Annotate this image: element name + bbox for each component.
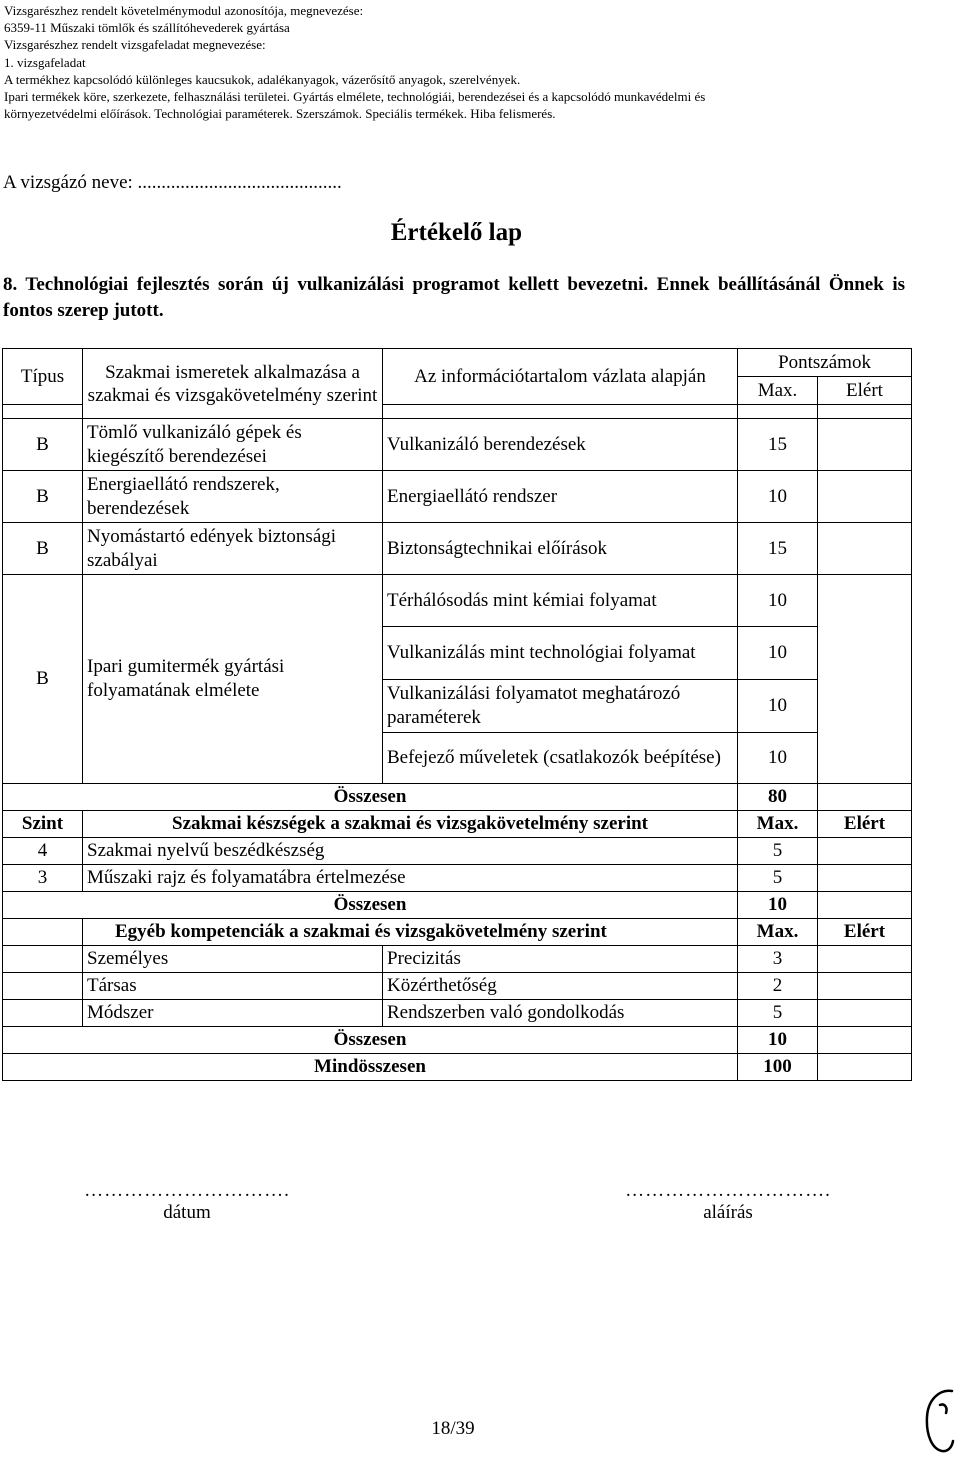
header-max: Max.	[738, 377, 818, 405]
competency-max: 2	[738, 973, 818, 1000]
row-type: B	[3, 471, 83, 523]
competency-elert	[818, 946, 912, 973]
row-info: Biztonságtechnikai előírások	[383, 523, 738, 575]
skill-label: Szakmai nyelvű beszédkészség	[83, 838, 738, 865]
skill-elert	[818, 865, 912, 892]
table-row	[3, 946, 912, 973]
competency-max: 3	[738, 946, 818, 973]
signature-dotted-line: ………………………….	[625, 1180, 831, 1201]
total-value: 80	[738, 784, 818, 811]
skill-max: 5	[738, 838, 818, 865]
header-info: Az információtartalom vázlata alapján	[383, 349, 738, 405]
handwritten-initial-mark	[922, 1385, 958, 1457]
signature-block	[603, 1180, 853, 1224]
row-max: 15	[738, 523, 818, 575]
signature-label: aláírás	[703, 1202, 753, 1223]
header-elert: Elért	[818, 377, 912, 405]
page-title	[0, 219, 908, 247]
candidate-name-field: A vizsgázó neve: ...........................................	[3, 172, 342, 193]
grand-total-elert	[818, 1054, 912, 1081]
date-label: dátum	[163, 1202, 211, 1223]
header-line: A termékhez kapcsolódó különleges kaucsukok, adalékanyagok, vázerősítő anyagok, szerelvények.	[4, 71, 521, 87]
total-row	[3, 892, 912, 919]
table-row	[3, 1000, 912, 1027]
competency-header-max: Max.	[738, 919, 818, 946]
table-row	[3, 471, 912, 523]
grand-total-row	[3, 1054, 912, 1081]
page-title-text: Értékelő lap	[390, 219, 522, 246]
header-line: Vizsgarészhez rendelt követelménymodul azonosítója, megnevezése:	[4, 3, 364, 18]
row-info: Energiaellátó rendszer	[383, 471, 738, 523]
row-info: Vulkanizálás mint technológiai folyamat	[383, 627, 738, 680]
total-label: Összesen	[3, 1027, 738, 1054]
header-line: Vizsgarészhez rendelt vizsgafeladat megnevezése:	[4, 37, 266, 53]
skills-header-szint: Szint	[3, 811, 83, 838]
total-value: 10	[738, 892, 818, 919]
row-info: Befejező műveletek (csatlakozók beépítése)	[383, 733, 738, 784]
row-max: 10	[738, 680, 818, 733]
row-max: 10	[738, 471, 818, 523]
row-type: B	[3, 523, 83, 575]
row-elert	[818, 575, 912, 784]
table-row	[3, 523, 912, 575]
header-line: 1. vizsgafeladat	[4, 54, 86, 70]
competency-header-elert: Elért	[818, 919, 912, 946]
skill-level: 4	[3, 838, 83, 865]
skills-header-label: Szakmai készségek a szakmai és vizsgakövetelmény szerint	[83, 811, 738, 838]
row-type: B	[3, 575, 83, 784]
skill-label: Műszaki rajz és folyamatábra értelmezése	[83, 865, 738, 892]
skill-max: 5	[738, 865, 818, 892]
header-tipus: Típus	[3, 349, 83, 405]
total-elert	[818, 1027, 912, 1054]
skills-header-max: Max.	[738, 811, 818, 838]
header-line: 6359-11 Műszaki tömlők és szállítóhevederek gyártása	[4, 20, 290, 36]
competency-max: 5	[738, 1000, 818, 1027]
header-line: Ipari termékek köre, szerkezete, felhasználási területei. Gyártás elmélete, technológiái, berendezései és a kapcsolódó munkavédelmi és	[4, 89, 706, 105]
competency-elert	[818, 1000, 912, 1027]
evaluation-table	[2, 348, 912, 1081]
table-row	[3, 419, 912, 471]
competency-category: Módszer	[83, 1000, 383, 1027]
skills-header-elert: Elért	[818, 811, 912, 838]
spacer-cell	[738, 405, 818, 419]
grand-total-value: 100	[738, 1054, 818, 1081]
row-topic: Nyomástartó edények biztonsági szabályai	[83, 523, 383, 575]
header-pontszamok: Pontszámok	[738, 349, 912, 377]
skill-level: 3	[3, 865, 83, 892]
row-topic: Tömlő vulkanizáló gépek és kiegészítő berendezései	[83, 419, 383, 471]
total-elert	[818, 892, 912, 919]
date-signature-block	[62, 1180, 312, 1224]
spacer-cell	[3, 405, 83, 419]
grand-total-label: Mindösszesen	[3, 1054, 738, 1081]
row-info: Térhálósodás mint kémiai folyamat	[383, 575, 738, 627]
skill-elert	[818, 838, 912, 865]
total-row	[3, 1027, 912, 1054]
row-topic: Ipari gumitermék gyártási folyamatának elmélete	[83, 575, 383, 784]
competency-header-row	[3, 919, 912, 946]
total-row	[3, 784, 912, 811]
row-max: 15	[738, 419, 818, 471]
competency-blank	[3, 1000, 83, 1027]
spacer-cell	[383, 405, 738, 419]
table-header-row	[3, 349, 912, 377]
header-line: környezetvédelmi előírások. Technológiai paraméterek. Szerszámok. Speciális termékek. Hiba felismerés.	[4, 106, 556, 122]
competency-name: Közérthetőség	[383, 973, 738, 1000]
competency-category: Személyes	[83, 946, 383, 973]
row-info: Vulkanizálási folyamatot meghatározó paraméterek	[383, 680, 738, 733]
table-row	[3, 575, 912, 627]
row-elert	[818, 419, 912, 471]
document-header	[4, 2, 954, 122]
competency-header-label: Egyéb kompetenciák a szakmai és vizsgakövetelmény szerint	[83, 919, 738, 946]
table-row	[3, 838, 912, 865]
row-max: 10	[738, 627, 818, 680]
header-szakmai: Szakmai ismeretek alkalmazása a szakmai és vizsgakövetelmény szerint	[83, 349, 383, 419]
competency-name: Rendszerben való gondolkodás	[383, 1000, 738, 1027]
competency-header-blank	[3, 919, 83, 946]
competency-blank	[3, 973, 83, 1000]
competency-elert	[818, 973, 912, 1000]
task-description: 8. Technológiai fejlesztés során új vulkanizálási programot kellett bevezetni. Ennek beállításánál Önnek is fontos szerep jutott.	[3, 274, 905, 321]
competency-category: Társas	[83, 973, 383, 1000]
total-label: Összesen	[3, 784, 738, 811]
row-elert	[818, 471, 912, 523]
page-number: 18/39	[431, 1418, 475, 1439]
total-elert	[818, 784, 912, 811]
date-dotted-line: ………………………….	[84, 1180, 290, 1201]
competency-blank	[3, 946, 83, 973]
row-info: Vulkanizáló berendezések	[383, 419, 738, 471]
row-type: B	[3, 419, 83, 471]
row-max: 10	[738, 733, 818, 784]
row-elert	[818, 523, 912, 575]
competency-name: Precizitás	[383, 946, 738, 973]
row-max: 10	[738, 575, 818, 627]
table-row	[3, 973, 912, 1000]
skills-header-row	[3, 811, 912, 838]
total-value: 10	[738, 1027, 818, 1054]
total-label: Összesen	[3, 892, 738, 919]
table-row	[3, 865, 912, 892]
row-topic: Energiaellátó rendszerek, berendezések	[83, 471, 383, 523]
spacer-cell	[818, 405, 912, 419]
